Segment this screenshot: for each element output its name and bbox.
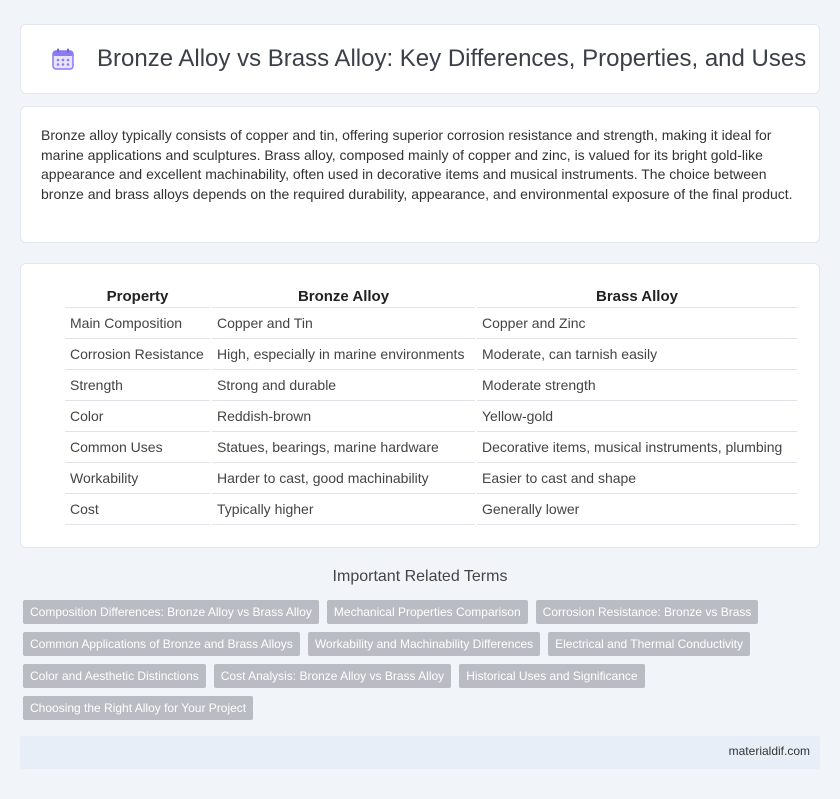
header-card [20,24,820,94]
table-cell: Easier to cast and shape [477,463,797,494]
table-cell: Reddish-brown [212,401,475,432]
table-row [65,370,797,401]
table-header-row [65,286,797,308]
related-term-tag[interactable]: Common Applications of Bronze and Brass Alloys [23,632,300,656]
related-terms-title: Important Related Terms [332,568,508,585]
related-term-tag[interactable]: Cost Analysis: Bronze Alloy vs Brass Alloy [214,664,451,688]
table-row [65,308,797,339]
related-term-tag[interactable]: Mechanical Properties Comparison [327,600,528,624]
table-cell: Moderate, can tarnish easily [477,339,797,370]
related-term-tag[interactable]: Corrosion Resistance: Bronze vs Brass [536,600,759,624]
table-cell: Moderate strength [477,370,797,401]
table-cell: Yellow-gold [477,401,797,432]
related-term-tag[interactable]: Historical Uses and Significance [459,664,644,688]
column-header-property: Property [65,286,210,308]
comparison-table [63,286,799,525]
comparison-table-card [20,263,820,548]
intro-card [20,106,820,243]
table-cell: Copper and Zinc [477,308,797,339]
table-cell: High, especially in marine environments [212,339,475,370]
table-cell: Color [65,401,210,432]
table-cell: Statues, bearings, marine hardware [212,432,475,463]
table-cell: Corrosion Resistance [65,339,210,370]
table-cell: Typically higher [212,494,475,525]
column-header-brass: Brass Alloy [477,286,797,308]
table-row [65,432,797,463]
table-cell: Main Composition [65,308,210,339]
related-term-tag[interactable]: Workability and Machinability Differences [308,632,540,656]
table-row [65,339,797,370]
table-cell: Strength [65,370,210,401]
table-cell: Cost [65,494,210,525]
table-row [65,494,797,525]
table-cell: Strong and durable [212,370,475,401]
related-term-tag[interactable]: Color and Aesthetic Distinctions [23,664,206,688]
footer [20,736,820,769]
table-cell: Generally lower [477,494,797,525]
column-header-bronze: Bronze Alloy [212,286,475,308]
table-cell: Common Uses [65,432,210,463]
table-cell: Copper and Tin [212,308,475,339]
table-cell: Decorative items, musical instruments, plumbing [477,432,797,463]
calendar-icon [51,47,75,71]
table-cell: Workability [65,463,210,494]
related-terms-list [23,600,823,728]
related-term-tag[interactable]: Choosing the Right Alloy for Your Project [23,696,253,720]
footer-site-link[interactable]: materialdif.com [728,744,810,758]
table-row [65,463,797,494]
intro-paragraph: Bronze alloy typically consists of copper and tin, offering superior corrosion resistance and strength, making it ideal for marine applications and sculptures. Brass alloy, composed mainly of copper and zinc, is valued for its bright gold-like appearance and excellent machinability, often used in decorative items and musical instruments. The choice between bronze and brass alloys depends on the required durability, appearance, and environmental exposure of the final product. [41,127,793,202]
related-term-tag[interactable]: Composition Differences: Bronze Alloy vs Brass Alloy [23,600,319,624]
related-term-tag[interactable]: Electrical and Thermal Conductivity [548,632,750,656]
page-title: Bronze Alloy vs Brass Alloy: Key Differences, Properties, and Uses [97,45,807,72]
table-row [65,401,797,432]
table-cell: Harder to cast, good machinability [212,463,475,494]
